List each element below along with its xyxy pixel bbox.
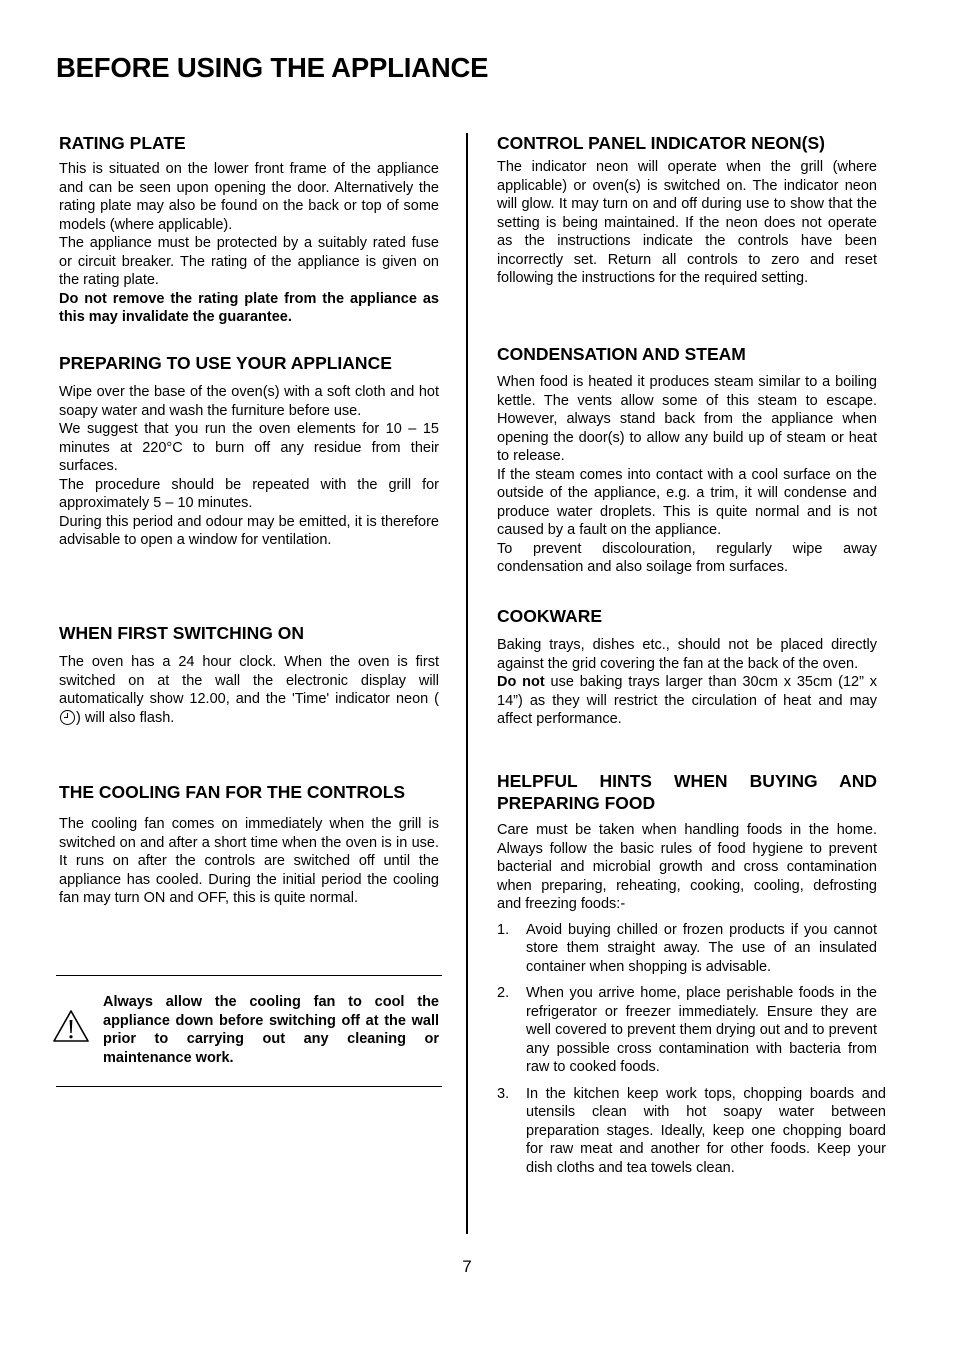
cookware-paragraph-1: Baking trays, dishes etc., should not be placed directly against the grid covering the fan at the back of the oven. bbox=[497, 637, 877, 672]
page-number: 7 bbox=[462, 1257, 472, 1276]
list-item-number: 1. bbox=[497, 921, 510, 938]
first-switching-text-a: The oven has a 24 hour clock. When the oven is first switched on at the wall the electronic display will automatically show 12.00, and the 'Time' indicator neon ( bbox=[59, 654, 439, 707]
list-item-text: In the kitchen keep work tops, chopping boards and utensils clean with hot soapy water between preparation stages. Ideally, keep one chopping board for raw meat and another for other foods. Keep your dish cloths and tea towels clean. bbox=[526, 1085, 886, 1176]
list-item bbox=[497, 921, 877, 977]
preparing-paragraph-1: Wipe over the base of the oven(s) with a soft cloth and hot soapy water and wash the furniture before use. bbox=[59, 384, 439, 419]
warning-triangle-icon bbox=[52, 1009, 90, 1043]
cookware-paragraph-2 bbox=[497, 673, 877, 729]
cooling-fan-heading: THE COOLING FAN FOR THE CONTROLS bbox=[59, 782, 406, 802]
neon-section bbox=[497, 133, 877, 288]
warning-text: Always allow the cooling fan to cool the appliance down before switching off at the wall prior to carrying out any cleaning or maintenance work. bbox=[103, 994, 439, 1066]
clock-icon bbox=[60, 710, 75, 725]
preparing-paragraph-3: The procedure should be repeated with the grill for approximately 5 – 10 minutes. bbox=[59, 476, 439, 511]
list-item bbox=[497, 984, 877, 1077]
list-item bbox=[497, 1085, 886, 1178]
condensation-paragraph-1: When food is heated it produces steam similar to a boiling kettle. The vents allow some of this steam to escape. However, always stand back from the appliance when opening the door(s) to allow any build up of steam or heat to release. bbox=[497, 374, 877, 464]
preparing-paragraph-2: We suggest that you run the oven elements for 10 – 15 minutes at 220°C to burn off any residue from their surfaces. bbox=[59, 421, 439, 474]
cooling-fan-paragraph: The cooling fan comes on immediately when the grill is switched on and after a short time when the oven is in use. It runs on after the controls are switched off until the appliance has cooled. During the initial period the cooling fan may turn ON and OFF, this is quite normal. bbox=[59, 816, 439, 906]
warning-top-rule bbox=[56, 975, 442, 976]
list-item-text: Avoid buying chilled or frozen products if you cannot store them straight away. The use of an insulated container when shopping is advisable. bbox=[526, 921, 877, 975]
preparing-section bbox=[59, 353, 439, 550]
hints-intro: Care must be taken when handling foods in the home. Always follow the basic rules of food hygiene to prevent bacterial and microbial growth and cross contamination when preparing, reheating, cooking, cooling, defrosting and freezing foods:- bbox=[497, 822, 877, 912]
preparing-heading: PREPARING TO USE YOUR APPLIANCE bbox=[59, 353, 392, 373]
condensation-section bbox=[497, 344, 877, 577]
warning-bottom-rule bbox=[56, 1086, 442, 1087]
first-switching-section bbox=[59, 623, 439, 727]
hints-list bbox=[497, 921, 886, 1178]
hints-heading: HELPFUL HINTS WHEN BUYING AND PREPARING FOOD bbox=[497, 771, 877, 813]
condensation-heading: CONDENSATION AND STEAM bbox=[497, 344, 746, 364]
cookware-paragraph-2-rest: use baking trays larger than 30cm x 35cm (12” x 14”) as they will restrict the circulation of heat and may affect performance. bbox=[497, 674, 877, 727]
rating-plate-paragraph-2: The appliance must be protected by a suitably rated fuse or circuit breaker. The rating of the appliance is given on the rating plate. bbox=[59, 235, 439, 288]
preparing-paragraph-4: During this period and odour may be emitted, it is therefore advisable to open a window for ventilation. bbox=[59, 513, 439, 548]
cookware-do-not: Do not bbox=[497, 674, 545, 690]
first-switching-paragraph bbox=[59, 653, 439, 727]
hints-section bbox=[497, 770, 886, 1177]
rating-plate-section bbox=[59, 133, 439, 327]
list-item-number: 3. bbox=[497, 1085, 510, 1102]
cookware-section bbox=[497, 606, 877, 729]
list-item-number: 2. bbox=[497, 985, 510, 1001]
rating-plate-heading: RATING PLATE bbox=[59, 133, 186, 153]
page-title: BEFORE USING THE APPLIANCE bbox=[56, 52, 489, 83]
rating-plate-paragraph-1: This is situated on the lower front frame of the appliance and can be seen upon opening the door. Alternatively the rating plate may also be found on the back or top of some models (where applicable). bbox=[59, 161, 439, 233]
condensation-paragraph-3: To prevent discolouration, regularly wipe away condensation and also soilage from surfaces. bbox=[497, 540, 877, 575]
column-divider bbox=[466, 133, 468, 1234]
neon-heading: CONTROL PANEL INDICATOR NEON(S) bbox=[497, 133, 825, 153]
neon-paragraph: The indicator neon will operate when the grill (where applicable) or oven(s) is switched on. The indicator neon will glow. It may turn on and off during use to show that the setting is being maintained. If the neon does not operate as the instructions indicate the controls have been incorrectly set. Return all controls to zero and reset following the instructions for the required setting. bbox=[497, 159, 877, 286]
first-switching-heading: WHEN FIRST SWITCHING ON bbox=[59, 623, 304, 643]
cookware-heading: COOKWARE bbox=[497, 606, 602, 626]
rating-plate-warning: Do not remove the rating plate from the appliance as this may invalidate the guarantee. bbox=[59, 290, 439, 325]
condensation-paragraph-2: If the steam comes into contact with a cool surface on the outside of the appliance, e.g. a trim, it will condense and produce water droplets. This is quite normal and is not caused by a fault on the appliance. bbox=[497, 466, 877, 538]
list-item-text: When you arrive home, place perishable foods in the refrigerator or freezer immediately. Ensure they are well covered to prevent them drying out and to prevent any possible cross contamination with bacteria from raw to cooked foods. bbox=[526, 985, 877, 1075]
cooling-fan-section bbox=[59, 782, 439, 908]
first-switching-text-b: ) will also flash. bbox=[76, 709, 175, 726]
